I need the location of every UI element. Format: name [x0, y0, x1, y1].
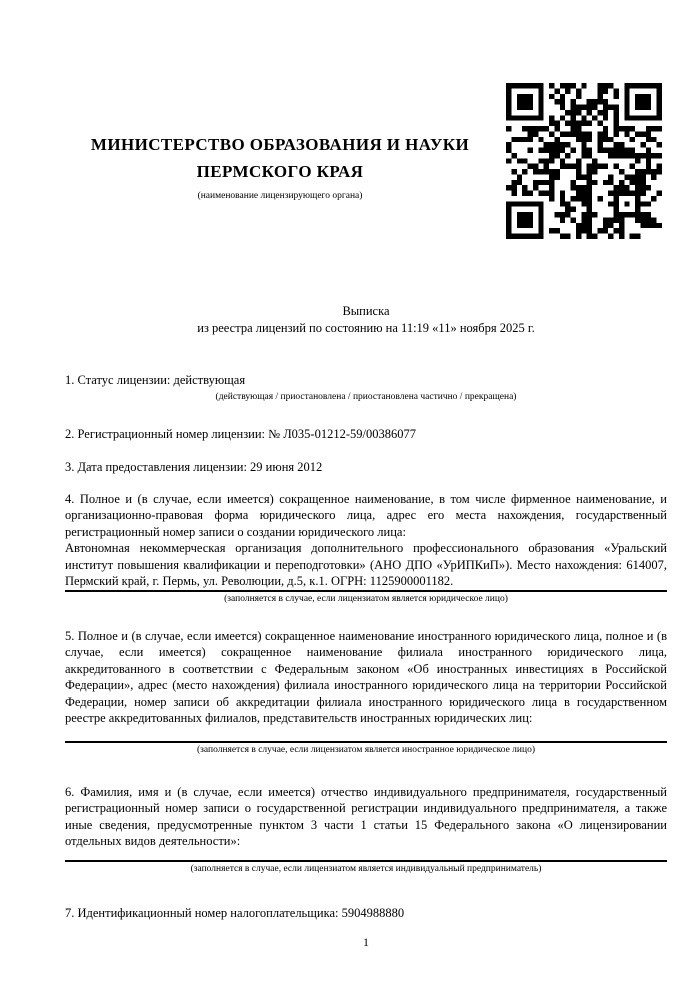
- item-3-grant-date: 3. Дата предоставления лицензии: 29 июня 2012: [65, 460, 323, 474]
- item-4-legal-entity: [65, 491, 667, 606]
- item-5-empty-value: [65, 727, 667, 741]
- item-1-caption: (действующая / приостановлена / приостановлена частично / прекращена): [215, 391, 517, 402]
- item-4-caption: (заполняется в случае, если лицензиатом является юридическое лицо): [224, 593, 508, 604]
- fill-line-foreign-entity: [65, 741, 667, 743]
- item-5-text: 5. Полное и (в случае, если имеется) сокращенное наименование иностранного юридического лица, полное и (в случае, если имеется) сокращенное наименование филиала иностранного юридического лица, аккредитованного в соответствии с Федеральным законом «Об иностранных инвестициях в Российской Федерации», адрес (место нахождения) филиала иностранного юридического лица на территории Российской Федерации, номер записи об аккредитации филиала иностранного юридического лица в государственном реестре аккредитованных филиалов, представительств иностранных юридических лиц:: [65, 628, 667, 725]
- item-6-caption: (заполняется в случае, если лицензиатом является индивидуальный предприниматель): [190, 863, 542, 874]
- item-7-taxpayer-number: 7. Идентификационный номер налогоплательщика: 5904988880: [65, 905, 405, 920]
- ministry-title-line1: МИНИСТЕРСТВО ОБРАЗОВАНИЯ И НАУКИ: [90, 135, 470, 154]
- item-4-value: Автономная некоммерческая организация дополнительного профессионального образования «Уральский институт повышения квалификации и переподготовки» (АНО ДПО «УрИПКиП»). Место нахождения: 614007, Пермский край, г. Пермь, ул. Революции, д.5, к.1. ОГРН: 1125900001182.: [65, 541, 667, 588]
- item-2-registration-number: 2. Регистрационный номер лицензии: № Л035-01212-59/00386077: [65, 426, 416, 441]
- item-5-caption: (заполняется в случае, если лицензиатом является иностранное юридическое лицо): [197, 744, 535, 755]
- item-5-foreign-entity: [65, 628, 667, 757]
- document-body: [65, 0, 667, 951]
- licensing-authority-caption: (наименование лицензирующего органа): [197, 191, 363, 201]
- item-4-text: 4. Полное и (в случае, если имеется) сокращенное наименование, в том числе фирменное наименование, и организационно-правовая форма юридического лица, адрес его места нахождения, государственный регистрационный номер записи о создании юридического лица:: [65, 491, 667, 539]
- item-6-individual-entrepreneur: [65, 784, 667, 876]
- item-6-empty-value: [65, 850, 667, 860]
- document-title-line1: Выписка: [342, 304, 390, 318]
- fill-line-individual-entrepreneur: [65, 860, 667, 862]
- item-6-text: 6. Фамилия, имя и (в случае, если имеется) отчество индивидуального предпринимателя, государственный регистрационный номер записи о государственной регистрации индивидуального предпринимателя, а также иные сведения, предусмотренные пунктом 3 части 1 статьи 15 Федерального закона «О лицензировании отдельных видов деятельности»:: [65, 784, 667, 848]
- ministry-title-line2: ПЕРМСКОГО КРАЯ: [196, 162, 364, 181]
- page-number: 1: [363, 935, 369, 949]
- item-1-license-status: 1. Статус лицензии: действующая: [65, 373, 246, 387]
- document-title-line2: из реестра лицензий по состоянию на 11:19 «11» ноября 2025 г.: [197, 320, 535, 335]
- fill-line-legal-entity: [65, 590, 667, 592]
- document-title: [65, 303, 667, 336]
